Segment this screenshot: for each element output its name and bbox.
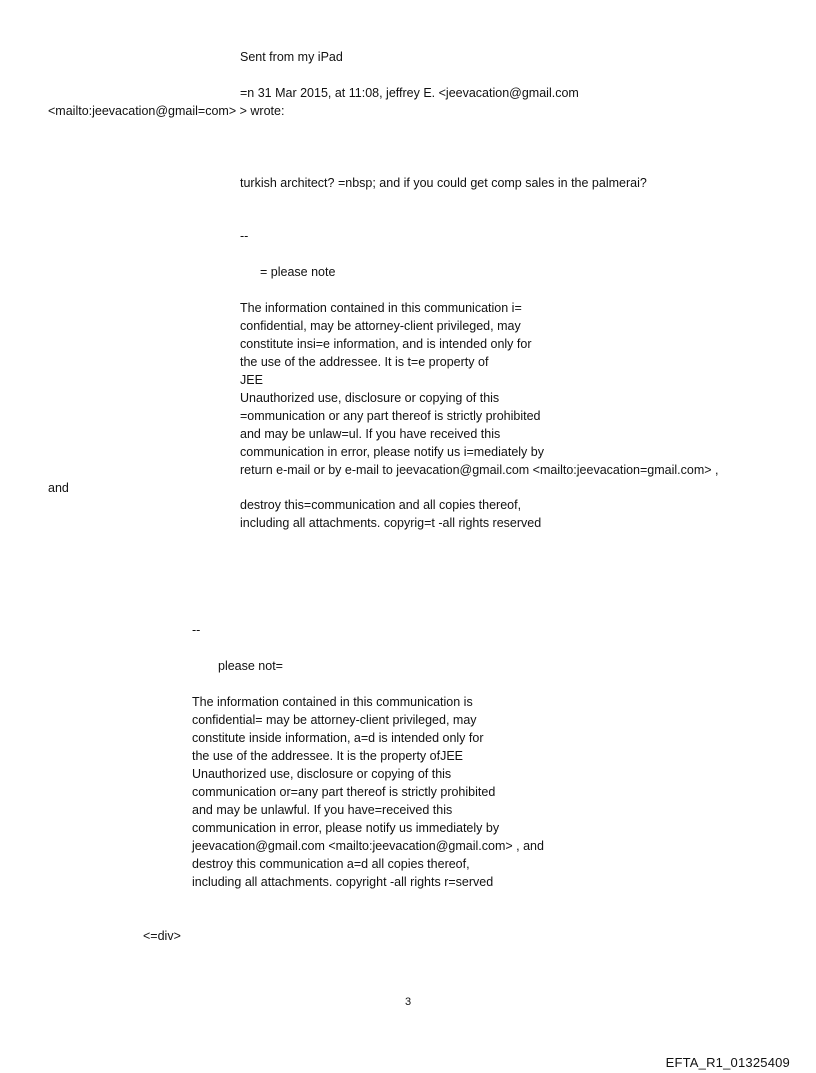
signature-2-line: jeevacation@gmail.com <mailto:jeevacation@gmail.com> , and	[192, 839, 544, 853]
signature-1-line: confidential, may be attorney-client privileged, may	[240, 319, 521, 333]
signature-2-line: destroy this communication a=d all copies thereof,	[192, 857, 470, 871]
signature-1-line: Unauthorized use, disclosure or copying of this	[240, 391, 500, 405]
page-number: 3	[404, 996, 412, 1008]
div-tag-text: <=div>	[143, 929, 181, 943]
quote-header-line-2: <mailto:jeevacation@gmail=com> > wrote:	[48, 104, 285, 118]
signature-1-line: =ommunication or any part thereof is strictly prohibited	[240, 409, 541, 423]
signature-1-please-note: = please note	[260, 265, 336, 279]
signature-2-line: including all attachments. copyright -all rights r=served	[192, 875, 494, 889]
sent-from-line: Sent from my iPad	[240, 50, 343, 64]
signature-1-line: JEE	[240, 373, 263, 387]
quote-header-line-1: =n 31 Mar 2015, at 11:08, jeffrey E. <jeevacation@gmail.com	[240, 86, 579, 100]
signature-2-line: The information contained in this communication is	[192, 695, 473, 709]
signature-1-line: communication in error, please notify us i=mediately by	[240, 445, 544, 459]
signature-1-line: destroy this=communication and all copies thereof,	[240, 498, 522, 512]
signature-2-line: communication or=any part thereof is strictly prohibited	[192, 785, 496, 799]
signature-1-wrap: and	[48, 481, 69, 495]
signature-2-line: communication in error, please notify us immediately by	[192, 821, 500, 835]
signature-2-line: Unauthorized use, disclosure or copying of this	[192, 767, 452, 781]
signature-1-line: and may be unlaw=ul. If you have received this	[240, 427, 501, 441]
signature-1-line: including all attachments. copyrig=t -all rights reserved	[240, 516, 542, 530]
signature-1-dashes: --	[240, 229, 249, 243]
message-body: turkish architect? =nbsp; and if you could get comp sales in the palmerai?	[240, 176, 647, 190]
signature-2-dashes: --	[192, 623, 201, 637]
signature-1-line: the use of the addressee. It is t=e property of	[240, 355, 489, 369]
signature-2-line: the use of the addressee. It is the property ofJEE	[192, 749, 463, 763]
signature-1-line: The information contained in this communication i=	[240, 301, 522, 315]
signature-2-line: and may be unlawful. If you have=received this	[192, 803, 453, 817]
bates-id: EFTA_R1_01325409	[665, 1055, 790, 1070]
signature-2-line: confidential= may be attorney-client privileged, may	[192, 713, 477, 727]
signature-2-please-note: please not=	[218, 659, 283, 673]
signature-1-line: return e-mail or by e-mail to jeevacation@gmail.com <mailto:jeevacation=gmail.com> ,	[240, 463, 719, 477]
signature-2-line: constitute inside information, a=d is intended only for	[192, 731, 484, 745]
signature-1-line: constitute insi=e information, and is intended only for	[240, 337, 532, 351]
